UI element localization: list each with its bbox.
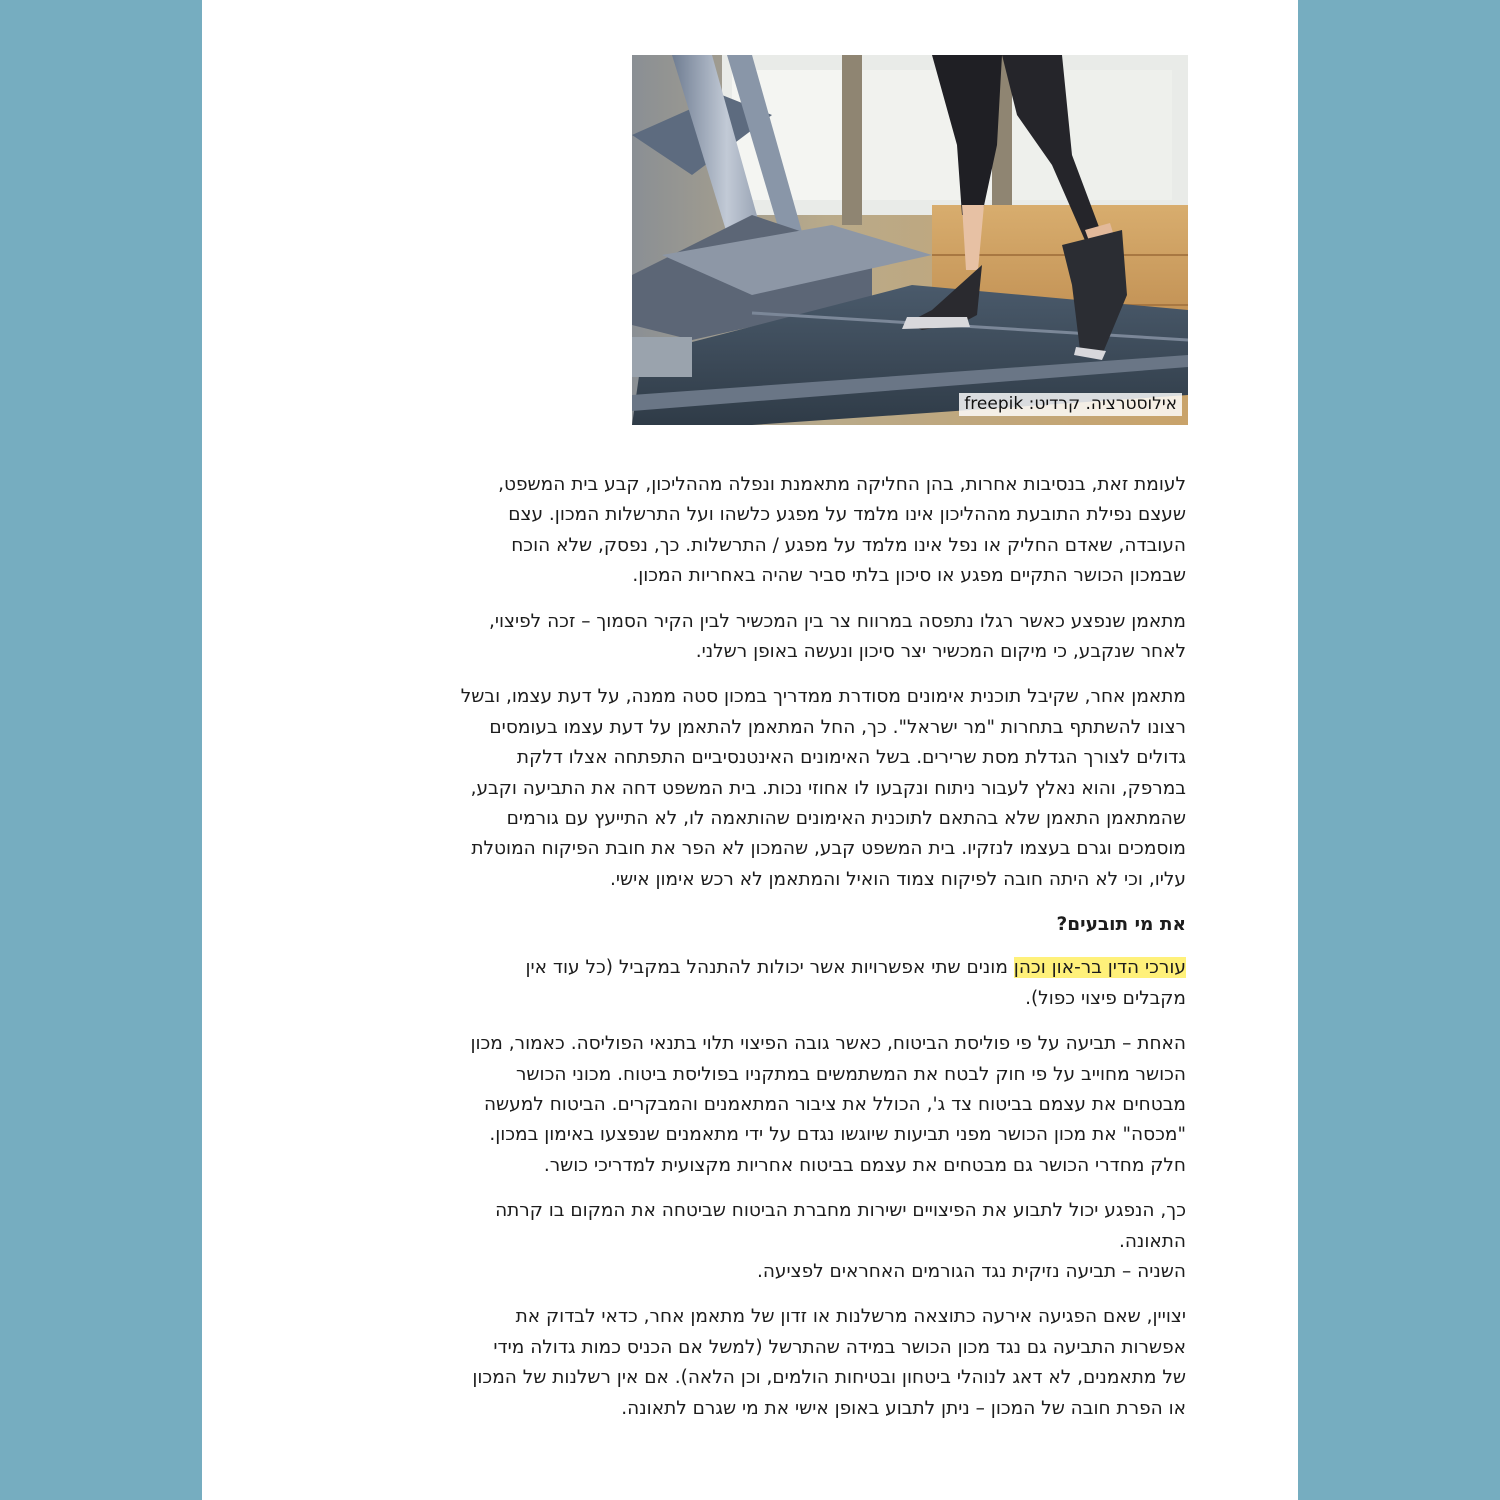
text-line: הכושר מחוייב על פי חוק לבטח את המשתמשים במתקניו בפוליסת ביטוח. מכוני הכושר (515, 1063, 1186, 1085)
text-line: שהמתאמן התאמן שלא בהתאם לתוכנית האימונים שהותאמה לו, לא התייעץ עם גורמים (506, 808, 1186, 830)
text-line: מתאמן אחר, שקיבל תוכנית אימונים מסודרת ממדריך במכון סטה ממנה, על דעת עצמו, ובשל (460, 686, 1186, 708)
text-line: מוסמכים וגרם בעצמו לנזקיו. בית המשפט קבע, שהמכון לא הפר את חובת הפיקוח המוטלת (471, 838, 1186, 860)
text-line: העובדה, שאדם החליק או נפל אינו מלמד על מפגע / התרשלות. כך, נפסק, שלא הוכח (511, 534, 1186, 556)
text-line (328, 953, 1186, 983)
text-line: השניה – תביעה נזיקית נגד הגורמים האחראים לפציעה. (756, 1260, 1186, 1282)
text-line: התאונה. (1118, 1230, 1186, 1252)
text-line: מקבלים פיצוי כפול). (1025, 987, 1186, 1009)
text-line: לאחר שנקבע, כי מיקום המכשיר יצר סיכון ונעשה באופן רשלני. (695, 641, 1186, 663)
paragraph-5 (328, 1029, 1186, 1181)
highlighted-lawyers-name: עורכי הדין בר-און וכהן (1013, 957, 1186, 979)
text-line: או הפרת חובה של המכון – ניתן לתבוע באופן אישי את מי שגרם לתאונה. (621, 1397, 1186, 1419)
text-line: יצויין, שאם הפגיעה אירעה כתוצאה מרשלנות או זדון של מתאמן אחר, כדאי לבדוק את (515, 1306, 1186, 1328)
text-line: חלק מחדרי הכושר גם מבטחים את עצמם בביטוח אחריות מקצועית למדריכי כושר. (543, 1154, 1186, 1176)
text-line: מבטחים את עצמם בביטוח צד ג', הכולל את ציבור המתאמנים והמבקרים. הביטוח למעשה (483, 1093, 1186, 1115)
text-line: האחת – תביעה על פי פוליסת הביטוח, כאשר גובה הפיצוי תלוי בתנאי הפוליסה. כאמור, מכון (470, 1033, 1186, 1055)
text-line: מתאמן שנפצע כאשר רגלו נתפסה במרווח צר בין המכשיר לבין הקיר הסמוך – זכה לפיצוי, (488, 610, 1186, 632)
text-line: גדולים לצורך הגדלת מסת שרירים. בשל האימונים האינטנסיביים התפתחה אצלו דלקת (516, 747, 1186, 769)
paragraph-7 (328, 1302, 1186, 1424)
article-body (328, 470, 1186, 1439)
text-line: רצונו להשתתף בתחרות "מר ישראל". כך, החל המתאמן להתאמן על דעת עצמו בעומסים (489, 716, 1186, 738)
text-line: של מתאמנים, לא דאג לנוהלי ביטחון ובטיחות הולמים, וכן הלאה). אם אין רשלנות של המכון (472, 1367, 1186, 1389)
text-line: במרפק, והוא נאלץ לעבור ניתוח ונקבעו לו אחוזי נכות. בית המשפט דחה את התביעה וקבע, (470, 777, 1186, 799)
paragraph-2 (328, 607, 1186, 668)
document-page (202, 0, 1298, 1500)
paragraph-1 (328, 470, 1186, 592)
text-line: לעומת זאת, בנסיבות אחרות, בהן החליקה מתאמנת ונפלה מההליכון, קבע בית המשפט, (498, 474, 1186, 495)
photo-credit-caption: אילוסטרציה. קרדיט: freepik (959, 393, 1182, 416)
text-span: מונים שתי אפשרויות אשר יכולות להתנהל במקביל (כל עוד אין (525, 957, 1014, 979)
text-line: כך, הנפגע יכול לתבוע את הפיצויים ישירות מחברת הביטוח שביטחה את המקום בו קרתה (495, 1200, 1186, 1222)
text-line: אפשרות התביעה גם נגד מכון הכושר במידה שהתרשל (למשל אם הכניס כמות גדולה מידי (493, 1336, 1186, 1358)
text-line: שעצם נפילת התובעת מההליכון אינו מלמד על מפגע כלשהו ועל התרשלות המכון. עצם (508, 504, 1186, 526)
paragraph-6 (328, 1196, 1186, 1287)
treadmill-photo (632, 55, 1188, 425)
text-line: "מכסה" את מכון הכושר מפני תביעות שיוגשו נגדם על ידי מתאמנים שנפצעו באימון במכון. (489, 1124, 1186, 1146)
paragraph-3 (328, 682, 1186, 895)
text-line: עליו, וכי לא היתה חובה לפיקוח צמוד הואיל והמתאמן לא רכש אימון אישי. (609, 868, 1186, 890)
paragraph-4 (328, 953, 1186, 1014)
text-line: שבמכון הכושר התקיים מפגע או סיכון בלתי סביר שהיה באחריות המכון. (632, 565, 1186, 587)
section-heading: את מי תובעים? (1056, 914, 1186, 936)
